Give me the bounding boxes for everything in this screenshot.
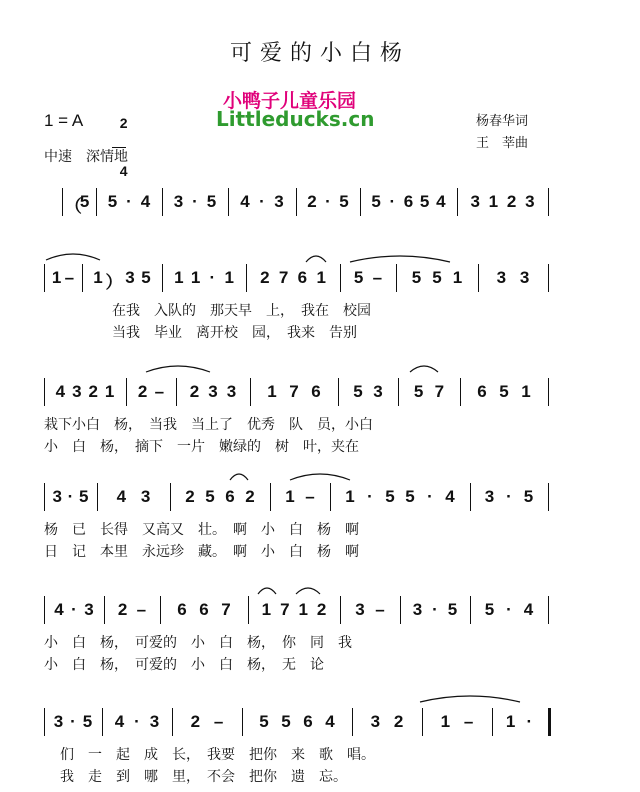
lyric-line: 在我 入队的 那天早 上， 我在 校园 xyxy=(112,303,371,319)
lyric-line: 我 走 到 哪 里， 不会 把你 遗 忘。 xyxy=(60,769,347,785)
note: 4 xyxy=(114,712,125,731)
note: · xyxy=(506,487,512,506)
note: · xyxy=(259,192,265,211)
note: · xyxy=(526,712,533,731)
slur xyxy=(230,474,248,480)
lyric-line: 们 一 起 成 长， 我要 把你 来 歌 唱。 xyxy=(60,747,375,763)
note: 1 xyxy=(440,712,451,731)
note: （ xyxy=(64,197,82,216)
lyric-line: 小 白 杨， 可爱的 小 白 杨， 无 论 xyxy=(44,657,324,673)
time-signature-bottom: 4 xyxy=(119,163,128,179)
note: · xyxy=(427,487,433,506)
note: · xyxy=(134,712,140,731)
lyric-line: 小 白 杨， 可爱的 小 白 杨， 你 同 我 xyxy=(44,635,352,651)
note: 1 xyxy=(51,268,62,287)
note: 3 xyxy=(496,268,507,287)
note: 5 xyxy=(339,192,349,211)
slur xyxy=(306,256,326,262)
song-title: 可爱的小白杨 xyxy=(229,41,410,66)
note: 2 xyxy=(189,382,200,401)
note: 3 xyxy=(226,382,237,401)
tempo-marking: 中速 深情地 xyxy=(44,149,128,165)
note: 5 xyxy=(353,268,364,287)
note: 3 xyxy=(355,600,365,619)
note: – xyxy=(154,382,165,401)
note: 5 xyxy=(371,192,381,211)
note: 4 xyxy=(436,192,446,211)
note: 4 xyxy=(54,600,64,619)
note: 5 xyxy=(499,382,509,401)
note: 1 xyxy=(261,600,272,619)
note: · xyxy=(389,192,396,211)
note: 5 xyxy=(82,712,93,731)
note: 5 xyxy=(79,487,89,506)
note: 2 xyxy=(506,192,517,211)
slur xyxy=(146,366,210,372)
slur xyxy=(420,696,520,702)
slur xyxy=(410,366,438,372)
note: 6 xyxy=(199,600,209,619)
slur xyxy=(350,256,450,262)
note: 6 xyxy=(311,382,321,401)
watermark-site-url: Littleducks.cn xyxy=(216,107,375,131)
lyric-line: 栽下小白 杨， 当我 当上了 优秀 队 员，小白 xyxy=(44,417,373,433)
note: 2 xyxy=(190,712,201,731)
slur xyxy=(46,254,100,260)
note: 5 xyxy=(205,487,215,506)
note: 3 xyxy=(52,487,62,506)
note: 1 xyxy=(488,192,499,211)
note: · xyxy=(67,487,74,506)
note: 5 xyxy=(523,487,534,506)
note: 2 xyxy=(393,712,404,731)
note: 1 xyxy=(224,268,234,287)
note: · xyxy=(71,600,77,619)
note: 4 xyxy=(523,600,534,619)
note: · xyxy=(126,192,132,211)
time-signature-top: 2 xyxy=(119,115,128,131)
note: – xyxy=(463,712,474,731)
note: 1 xyxy=(285,487,295,506)
note: 5 xyxy=(432,268,442,287)
note: 1 xyxy=(345,487,355,506)
note: · xyxy=(367,487,373,506)
note: – xyxy=(64,268,75,287)
note: – xyxy=(375,600,385,619)
note: 3 xyxy=(208,382,218,401)
note: 7 xyxy=(289,382,299,401)
note: 3 xyxy=(370,712,381,731)
note: 2 xyxy=(185,487,195,506)
note: 3 xyxy=(125,268,135,287)
note: 5 xyxy=(141,268,151,287)
key-signature: 1 = A xyxy=(44,111,84,130)
note: 1 xyxy=(452,268,463,287)
note: 6 xyxy=(403,192,414,211)
note: 5 xyxy=(447,600,458,619)
note: 3 xyxy=(72,382,82,401)
note: 7 xyxy=(278,268,289,287)
note: 1 xyxy=(104,382,115,401)
note: 1 xyxy=(521,382,531,401)
note: 5 xyxy=(413,382,424,401)
note: – xyxy=(372,268,383,287)
note: 6 xyxy=(477,382,487,401)
note: 5 xyxy=(107,192,118,211)
composer-credit: 王 莘曲 xyxy=(476,136,529,151)
note: 2 xyxy=(88,382,98,401)
note: · xyxy=(70,712,76,731)
note: 5 xyxy=(79,192,90,211)
note: 3 xyxy=(525,192,535,211)
note: · xyxy=(506,600,512,619)
watermark-site-name: 小鸭子儿童乐园 xyxy=(223,90,357,112)
note: 2 xyxy=(260,268,270,287)
note: – xyxy=(136,600,147,619)
note: 3 xyxy=(412,600,423,619)
note: 4 xyxy=(445,487,455,506)
slur xyxy=(296,588,320,594)
note: 7 xyxy=(434,382,445,401)
lyric-line: 日 记 本里 永远珍 藏。 啊 小 白 杨 啊 xyxy=(44,544,359,560)
note: 5 xyxy=(385,487,395,506)
note: 1 xyxy=(93,268,103,287)
note: 1 xyxy=(174,268,184,287)
lyricist-credit: 杨春华词 xyxy=(476,114,529,129)
note: 5 xyxy=(405,487,415,506)
note: · xyxy=(209,268,216,287)
note: 6 xyxy=(177,600,187,619)
note: 1 xyxy=(190,268,201,287)
lyric-line: 杨 已 长得 又高又 壮。 啊 小 白 杨 啊 xyxy=(44,522,359,538)
note: · xyxy=(192,192,198,211)
note: 5 xyxy=(206,192,217,211)
note: 3 xyxy=(149,712,160,731)
note: 5 xyxy=(411,268,422,287)
lyric-line: 当我 毕业 离开校 园， 我来 告别 xyxy=(112,325,357,341)
note: 5 xyxy=(281,712,291,731)
note: 5 xyxy=(484,600,495,619)
note: 3 xyxy=(484,487,495,506)
note: 6 xyxy=(225,487,235,506)
note: 7 xyxy=(280,600,290,619)
note: 2 xyxy=(316,600,327,619)
note: 3 xyxy=(84,600,94,619)
note: 1 xyxy=(505,712,516,731)
note: 2 xyxy=(117,600,128,619)
note: ） xyxy=(105,273,123,292)
note: 4 xyxy=(55,382,66,401)
note: 3 xyxy=(470,192,480,211)
note: 2 xyxy=(307,192,317,211)
note: · xyxy=(432,600,438,619)
note: 4 xyxy=(140,192,151,211)
note: 2 xyxy=(245,487,255,506)
note: 6 xyxy=(303,712,313,731)
note: 1 xyxy=(298,600,308,619)
note: 3 xyxy=(274,192,284,211)
note: 3 xyxy=(519,268,530,287)
note: 4 xyxy=(240,192,250,211)
note: 4 xyxy=(116,487,127,506)
note: 3 xyxy=(373,382,383,401)
slur xyxy=(290,474,350,480)
note: 3 xyxy=(140,487,151,506)
note: · xyxy=(325,192,331,211)
note: 4 xyxy=(325,712,335,731)
slur xyxy=(258,588,276,594)
note: 7 xyxy=(221,600,231,619)
note: 1 xyxy=(267,382,277,401)
note: 3 xyxy=(173,192,184,211)
note: 3 xyxy=(53,712,64,731)
note: – xyxy=(305,487,315,506)
note: 5 xyxy=(259,712,269,731)
lyric-line: 小 白 杨， 摘下 一片 嫩绿的 树 叶，夹在 xyxy=(44,439,359,455)
note: 6 xyxy=(297,268,308,287)
note: 2 xyxy=(137,382,148,401)
note: 5 xyxy=(353,382,363,401)
note: 1 xyxy=(316,268,326,287)
note: 5 xyxy=(419,192,430,211)
note: – xyxy=(213,712,224,731)
